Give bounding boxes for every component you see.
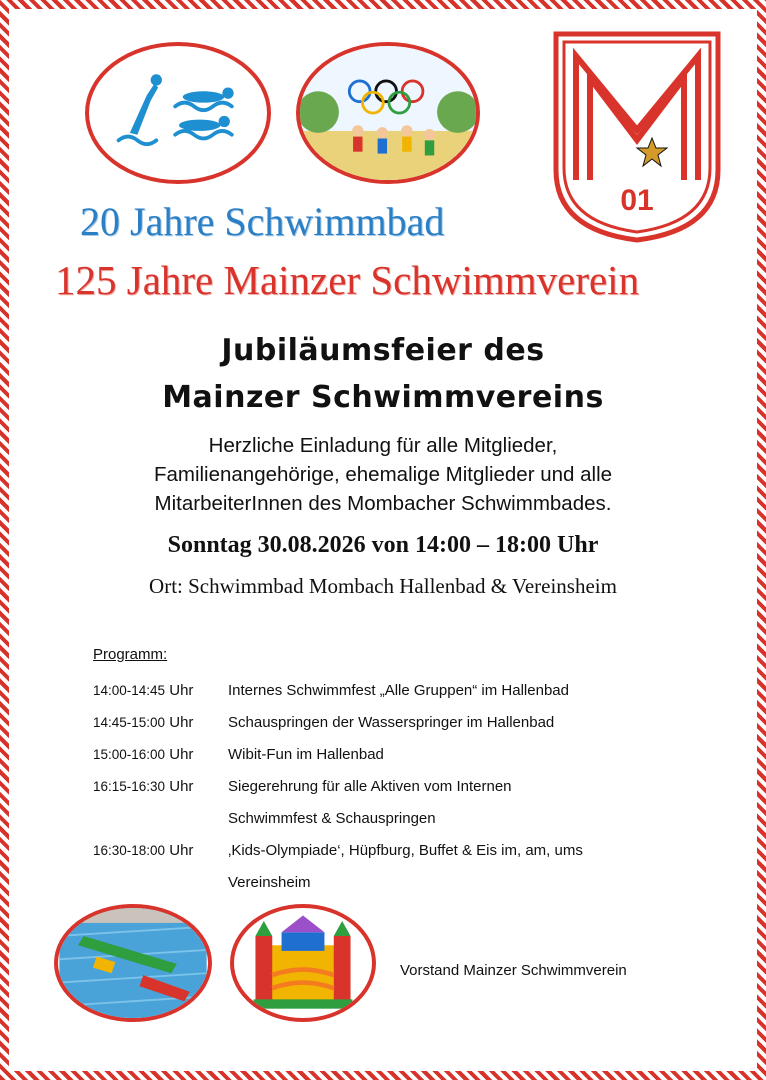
event-date: Sonntag 30.08.2026 von 14:00 – 18:00 Uhr [167, 532, 599, 558]
event-location: Ort: Schwimmbad Mombach Hallenbad & Vereinsheim [149, 574, 617, 598]
program-description: Schauspringen der Wasserspringer im Hallenbad [228, 713, 555, 731]
program-item [93, 770, 713, 802]
club-crest-logo [552, 30, 722, 244]
board-signature: Vorstand Mainzer Schwimmverein [400, 962, 627, 979]
bouncy-castle-icon [230, 904, 376, 1022]
invitation-line-3: MitarbeiterInnen des Mombacher Schwimmbades. [154, 492, 612, 515]
program-time: 14:45-15:00 [93, 714, 166, 730]
kids-olympics-icon [296, 42, 480, 184]
program-time: 15:00-16:00 [93, 746, 166, 762]
program-item [93, 706, 713, 738]
program-item [93, 834, 713, 866]
program-time-unit: Uhr [169, 841, 194, 859]
program-list [93, 674, 713, 898]
program-description: ‚Kids-Olympiade‘, Hüpfburg, Buffet & Eis im, am, ums [228, 841, 583, 859]
invitation-line-1: Herzliche Einladung für alle Mitglieder, [208, 434, 558, 457]
program-description: Vereinsheim [228, 873, 311, 891]
pool-anniversary-title: 20 Jahre Schwimmbad [80, 199, 445, 244]
program-item [93, 674, 713, 706]
program-time-unit: Uhr [169, 713, 194, 731]
program-item [93, 738, 713, 770]
club-anniversary-title: 125 Jahre Mainzer Schwimmverein [55, 257, 640, 303]
headline-line-2: Mainzer Schwimmvereins [162, 380, 604, 415]
program-description: Schwimmfest & Schauspringen [228, 809, 436, 827]
program-time-unit: Uhr [169, 777, 194, 795]
program-item-continuation [93, 802, 713, 834]
program-time-unit: Uhr [169, 681, 194, 699]
invitation-line-2: Familienangehörige, ehemalige Mitglieder und alle [153, 463, 613, 486]
program-description: Wibit-Fun im Hallenbad [228, 745, 384, 763]
program-time-unit: Uhr [169, 745, 194, 763]
inflatable-pool-icon [54, 904, 212, 1022]
program-time: 14:00-14:45 [93, 682, 166, 698]
program-time: 16:30-18:00 [93, 842, 166, 858]
program-heading: Programm: [93, 646, 168, 663]
swimmers-icon [85, 42, 271, 184]
crest-number: 01 [620, 184, 654, 217]
program-description: Internes Schwimmfest „Alle Gruppen“ im Hallenbad [228, 681, 569, 699]
program-description: Siegerehrung für alle Aktiven vom Internen [228, 777, 512, 795]
headline-line-1: Jubiläumsfeier des [221, 333, 545, 368]
program-time: 16:15-16:30 [93, 778, 166, 794]
program-item-continuation [93, 866, 713, 898]
